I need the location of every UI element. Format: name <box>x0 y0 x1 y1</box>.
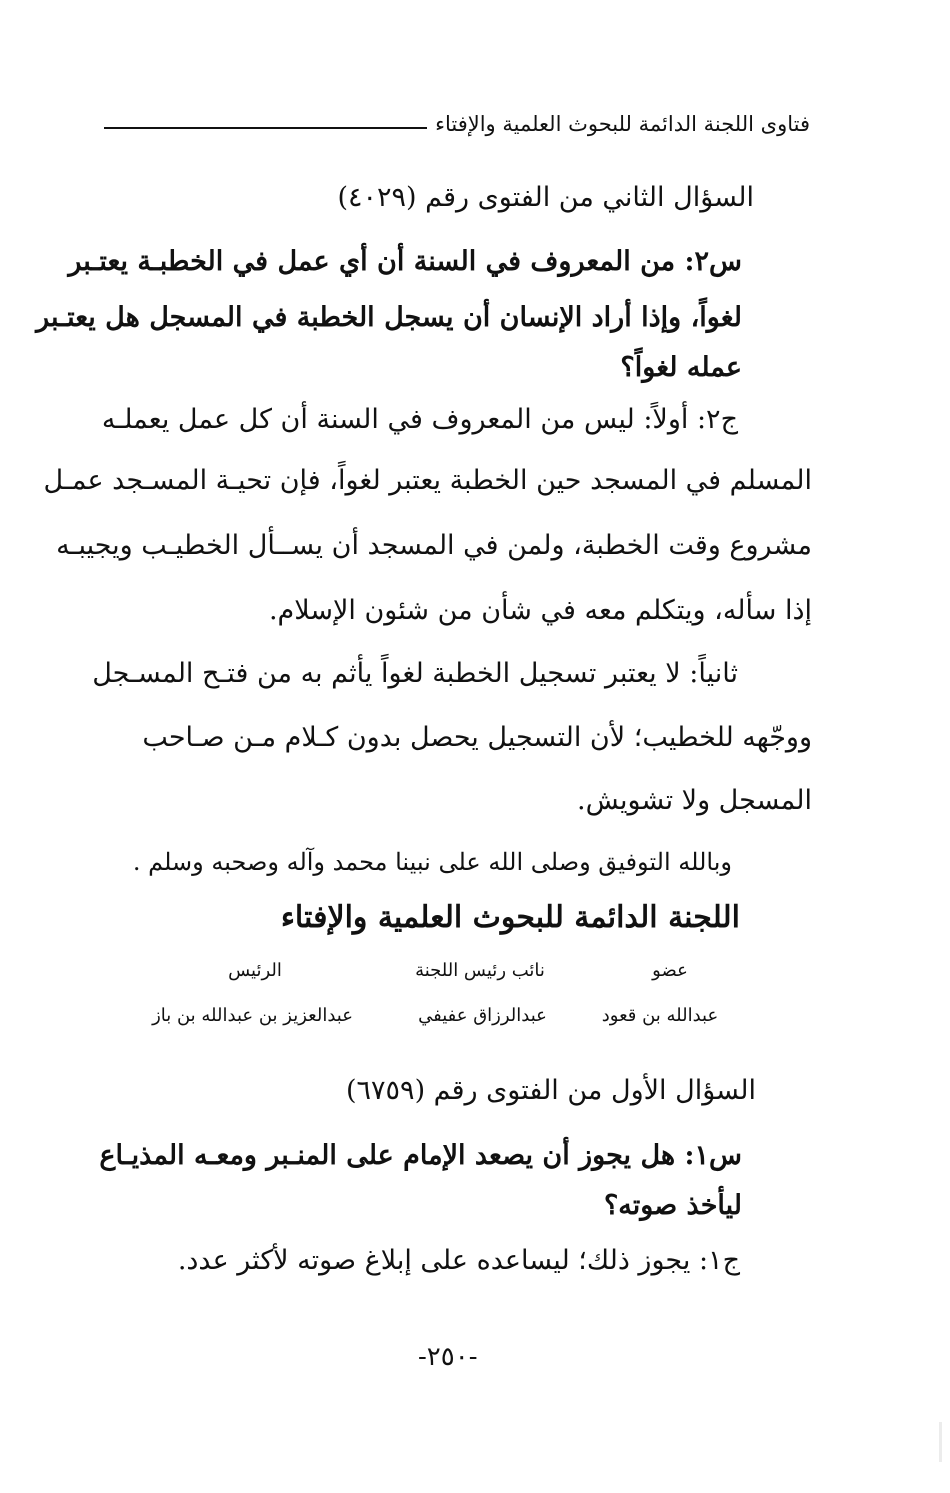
fatwa-1-answer-line: ثانياً: لا يعتبر تسجيل الخطبة لغواً يأثم به من فتـح المسـجل <box>92 658 738 689</box>
fatwa-2-question-line: س١: هل يجوز أن يصعد الإمام على المنـبر ومعـه المذيـاع <box>99 1140 742 1171</box>
fatwa-2-question-line: ليأخذ صوته؟ <box>603 1190 742 1221</box>
signatory-role-member: عضو <box>652 960 688 981</box>
scan-edge-mark <box>939 1422 942 1462</box>
committee-name: اللجنة الدائمة للبحوث العلمية والإفتاء <box>280 900 740 935</box>
fatwa-1-question-line: س٢: من المعروف في السنة أن أي عمل في الخطبـة يعتـبر <box>68 246 742 277</box>
closing-prayer: وبالله التوفيق وصلى الله على نبينا محمد وآله وصحبه وسلم . <box>132 848 732 876</box>
fatwa-1-title: السؤال الثاني من الفتوى رقم (٤٠٢٩) <box>337 182 754 213</box>
signatory-name-member: عبدالله بن قعود <box>601 1005 719 1026</box>
signatory-role-chair: الرئيس <box>228 960 282 981</box>
fatwa-1-answer-line: المسلم في المسجد حين الخطبة يعتبر لغواً، فإن تحيـة المسـجد عمـل <box>43 465 812 496</box>
page-number: -٢٥٠- <box>418 1342 478 1372</box>
fatwa-2-answer-line: ج١: يجوز ذلك؛ ليساعده على إبلاغ صوته لأكثر عدد. <box>177 1245 740 1276</box>
signatory-name-deputy: عبدالرزاق عفيفي <box>418 1005 547 1026</box>
fatwa-1-answer-line: ووجّهه للخطيب؛ لأن التسجيل يحصل بدون كـلام مـن صـاحب <box>142 722 812 753</box>
signatory-name-chair: عبدالعزيز بن عبدالله بن باز <box>152 1005 353 1026</box>
fatwa-1-answer-line: المسجل ولا تشويش. <box>577 785 812 816</box>
signatory-role-deputy: نائب رئيس اللجنة <box>415 960 545 981</box>
fatwa-1-answer-line: إذا سأله، ويتكلم معه في شأن من شئون الإسلام. <box>268 595 812 626</box>
header-rule <box>104 127 427 129</box>
fatwa-1-question-line: لغواً، وإذا أراد الإنسان أن يسجل الخطبة في المسجل هل يعتـبر <box>36 302 742 333</box>
fatwa-1-answer-line: ج٢: أولاً: ليس من المعروف في السنة أن كل عمل يعملـه <box>101 404 738 435</box>
running-header <box>104 112 810 136</box>
fatwa-1-question-line: عمله لغواً؟ <box>620 352 742 383</box>
fatwa-1-answer-line: مشروع وقت الخطبة، ولمن في المسجد أن يســأل الخطيـب ويجيبـه <box>56 530 812 561</box>
header-title: فتاوى اللجنة الدائمة للبحوث العلمية والإفتاء <box>435 112 810 136</box>
fatwa-2-title: السؤال الأول من الفتوى رقم (٦٧٥٩) <box>346 1075 756 1106</box>
